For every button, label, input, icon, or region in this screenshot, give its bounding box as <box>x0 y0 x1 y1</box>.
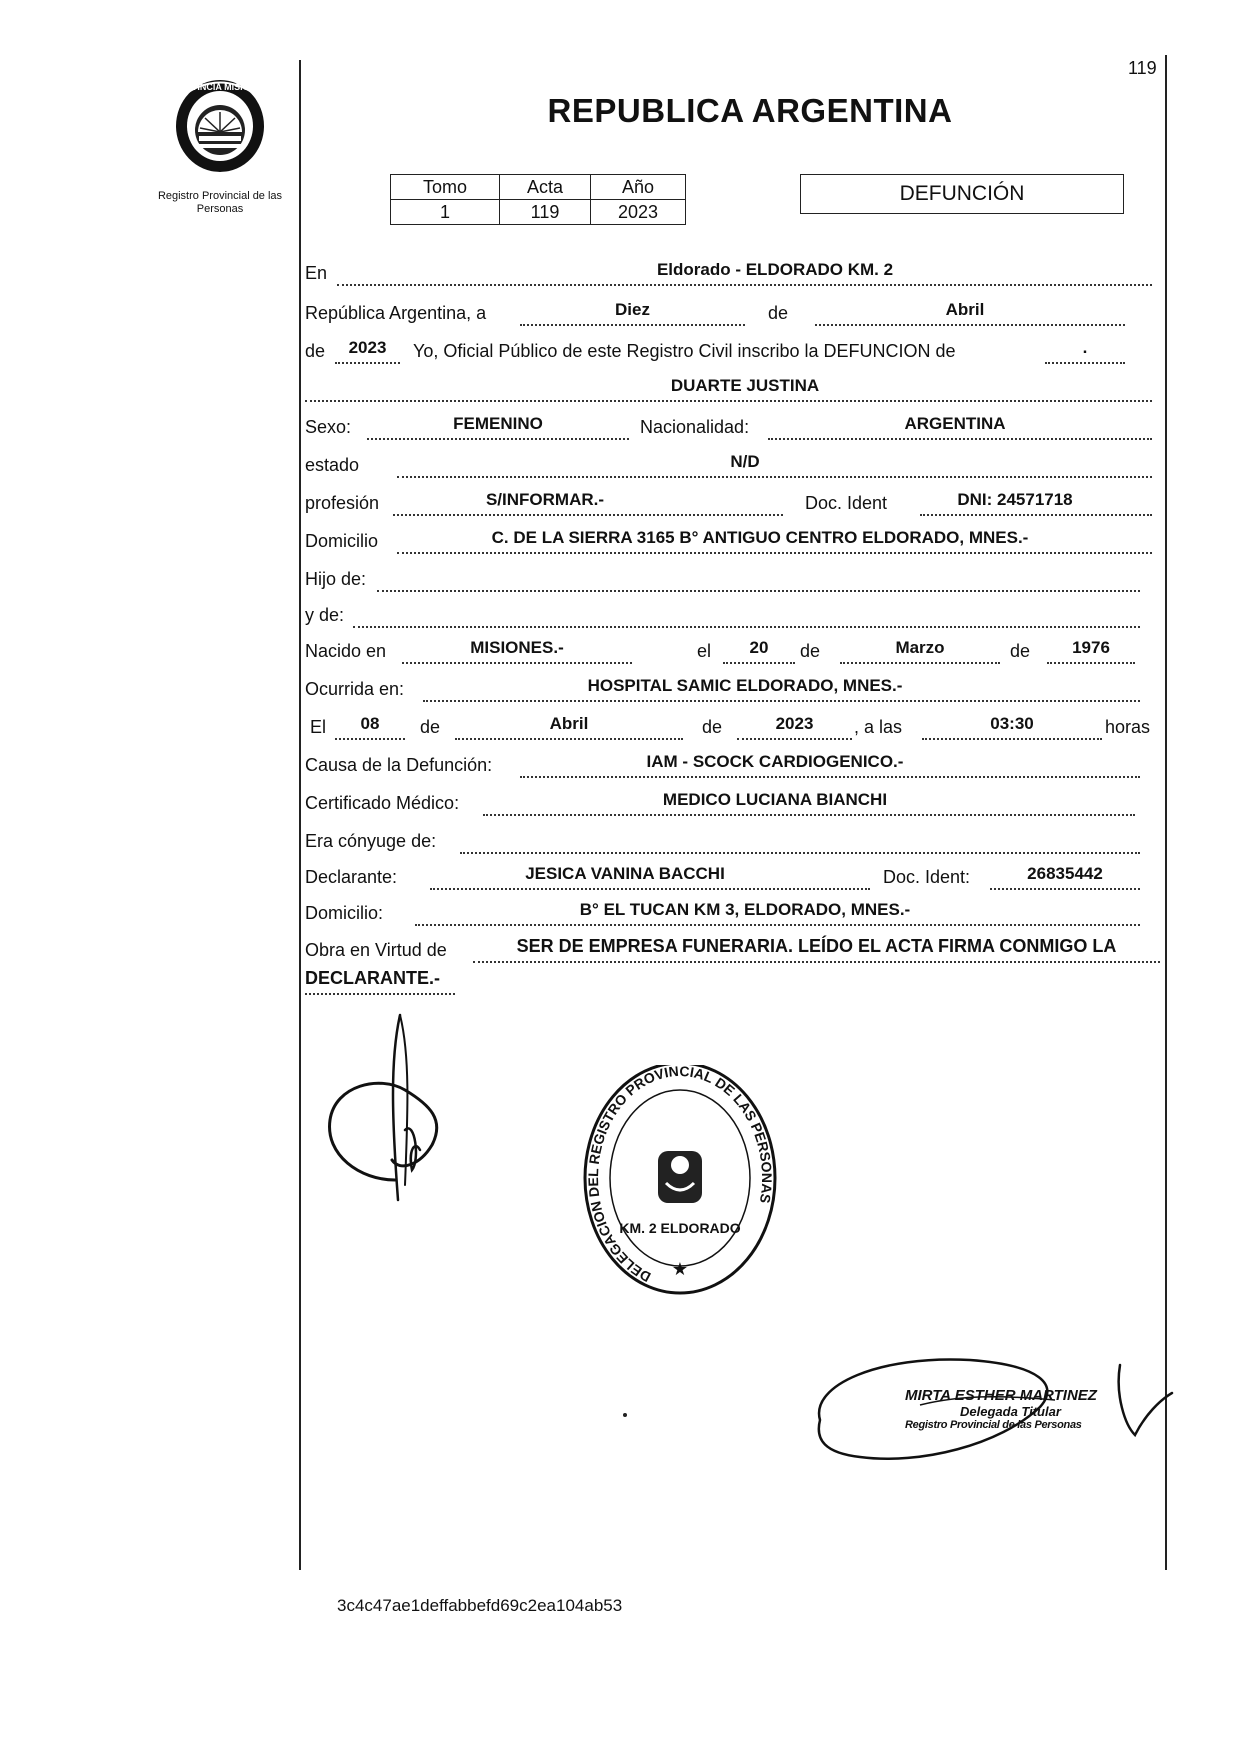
left-border-line <box>299 60 301 1570</box>
domicilio-label: Domicilio <box>305 531 379 551</box>
svg-text:PROVINCIA MISIONES: PROVINCIA MISIONES <box>171 82 269 92</box>
svg-text:DELEGACION DEL REGISTRO PROVIN: DELEGACION DEL REGISTRO PROVINCIAL DE LAS PERSONAS <box>584 1065 776 1286</box>
official-org: Registro Provincial de las Personas <box>905 1419 1082 1431</box>
nacionalidad-value: ARGENTINA <box>904 414 1006 433</box>
stray-dot <box>623 1413 627 1417</box>
certificado-value: MEDICO LUCIANA BIANCHI <box>662 790 888 809</box>
row-domicilio2 <box>305 898 1140 928</box>
right-border-line <box>1165 55 1167 1570</box>
de-anio-label: de <box>1010 641 1031 661</box>
doc-ident-value: DNI: 24571718 <box>957 490 1073 509</box>
certificado-label: Certificado Médico: <box>305 793 460 813</box>
row-en <box>305 258 1152 288</box>
en-label: En <box>305 263 328 283</box>
document-hash: 3c4c47ae1deffabbefd69c2ea104ab53 <box>337 1596 623 1615</box>
row-declarante <box>305 862 1140 892</box>
obra-value-2: DECLARANTE.- <box>305 968 440 988</box>
hijo-field <box>377 562 1140 592</box>
row-obra <box>305 935 1160 965</box>
de-label: de <box>768 303 789 323</box>
def-anio-value: 2023 <box>775 714 814 733</box>
svg-text:★: ★ <box>671 1259 689 1280</box>
ocurrida-label: Ocurrida en: <box>305 679 405 699</box>
row-yo <box>305 336 1125 366</box>
col-acta-header: Acta <box>500 175 591 200</box>
nac-mes-value: Marzo <box>895 638 945 657</box>
nacido-label: Nacido en <box>305 641 387 661</box>
profesion-label: profesión <box>305 493 380 513</box>
row-certificado <box>305 788 1135 818</box>
domicilio-value: C. DE LA SIERRA 3165 B° ANTIGUO CENTRO ELDORADO, MNES.- <box>491 528 1029 547</box>
col-tomo-header: Tomo <box>391 175 500 200</box>
estado-value: N/D <box>730 452 760 471</box>
hora-value: 03:30 <box>990 714 1034 733</box>
row-profesion <box>305 488 1152 518</box>
de4-label: de <box>702 717 723 737</box>
profesion-value: S/INFORMAR.- <box>485 490 605 509</box>
nac-anio-value: 1976 <box>1072 638 1110 657</box>
alas-label: , a las <box>854 717 903 737</box>
el-label: el <box>697 641 712 661</box>
conyuge-field <box>460 824 1140 854</box>
de2-label: de <box>305 341 326 361</box>
row-domicilio <box>305 526 1152 556</box>
tomo-value: 1 <box>391 200 500 225</box>
mark-dot: . <box>1082 338 1088 357</box>
row-nombre <box>305 374 1152 404</box>
yde-field <box>353 598 1140 628</box>
yde-label: y de: <box>305 605 345 625</box>
def-mes-value: Abril <box>549 714 589 733</box>
doc2-value: 26835442 <box>1027 864 1103 883</box>
doc2-label: Doc. Ident: <box>883 867 971 887</box>
page-number: 119 <box>1128 58 1157 78</box>
hijo-label: Hijo de: <box>305 569 367 589</box>
ocurrida-value: HOSPITAL SAMIC ELDORADO, MNES.- <box>587 676 903 695</box>
yo-text: Yo, Oficial Público de este Registro Civil inscribo la DEFUNCION de <box>413 341 956 361</box>
row-estado <box>305 450 1152 480</box>
doc-ident-label: Doc. Ident <box>805 493 888 513</box>
obra-label: Obra en Virtud de <box>305 940 447 960</box>
conyuge-label: Era cónyuge de: <box>305 831 437 851</box>
estado-label: estado <box>305 455 360 475</box>
logo-caption: Registro Provincial de las Personas <box>157 190 283 215</box>
en-value: Eldorado - ELDORADO KM. 2 <box>656 260 894 279</box>
dia-value: Diez <box>615 300 650 319</box>
row-fecha-defuncion <box>305 712 1160 742</box>
official-signature-block <box>905 1387 1145 1431</box>
causa-value: IAM - SCOCK CARDIOGENICO.- <box>646 752 904 771</box>
sexo-label: Sexo: <box>305 417 352 437</box>
row-republica <box>305 298 1125 328</box>
declarant-signature <box>320 1010 470 1210</box>
horas-label: horas <box>1105 717 1151 737</box>
row-nacido <box>305 636 1135 666</box>
svg-text:KM. 2 ELDORADO: KM. 2 ELDORADO <box>619 1220 741 1236</box>
page-title: REPUBLICA ARGENTINA <box>547 92 953 129</box>
row-causa <box>305 750 1140 780</box>
provincial-seal-logo <box>165 70 275 182</box>
declarante-label: Declarante: <box>305 867 398 887</box>
row-sexo <box>305 412 1152 442</box>
declarante-value: JESICA VANINA BACCHI <box>525 864 725 883</box>
record-type-box: DEFUNCIÓN <box>800 174 1124 214</box>
obra-value-1: SER DE EMPRESA FUNERARIA. LEÍDO EL ACTA FIRMA CONMIGO LA <box>516 936 1117 956</box>
row-ocurrida <box>305 674 1140 704</box>
domicilio2-label: Domicilio: <box>305 903 384 923</box>
official-role: Delegada Titular <box>960 1404 1061 1419</box>
record-table <box>390 174 686 225</box>
nacido-value: MISIONES.- <box>470 638 564 657</box>
el2-label: El <box>310 717 327 737</box>
anio-value: 2023 <box>591 200 686 225</box>
row-hijo <box>305 564 1140 594</box>
domicilio2-value: B° EL TUCAN KM 3, ELDORADO, MNES.- <box>579 900 911 919</box>
row-conyuge <box>305 826 1140 856</box>
official-name: MIRTA ESTHER MARTINEZ <box>905 1387 1097 1404</box>
mes-value: Abril <box>945 300 985 319</box>
de-mes-label: de <box>800 641 821 661</box>
nacionalidad-label: Nacionalidad: <box>640 417 750 437</box>
nombre-value: DUARTE JUSTINA <box>670 376 820 395</box>
acta-value: 119 <box>500 200 591 225</box>
row-obra-cont <box>305 967 505 997</box>
def-dia-value: 08 <box>360 714 380 733</box>
sexo-value: FEMENINO <box>453 414 543 433</box>
de3-label: de <box>420 717 441 737</box>
col-anio-header: Año <box>591 175 686 200</box>
official-stamp <box>580 1065 780 1305</box>
anio-inscr-value: 2023 <box>348 338 387 357</box>
row-yde <box>305 600 1140 630</box>
republica-label: República Argentina, a <box>305 303 487 323</box>
nac-dia-value: 20 <box>749 638 769 657</box>
causa-label: Causa de la Defunción: <box>305 755 493 775</box>
